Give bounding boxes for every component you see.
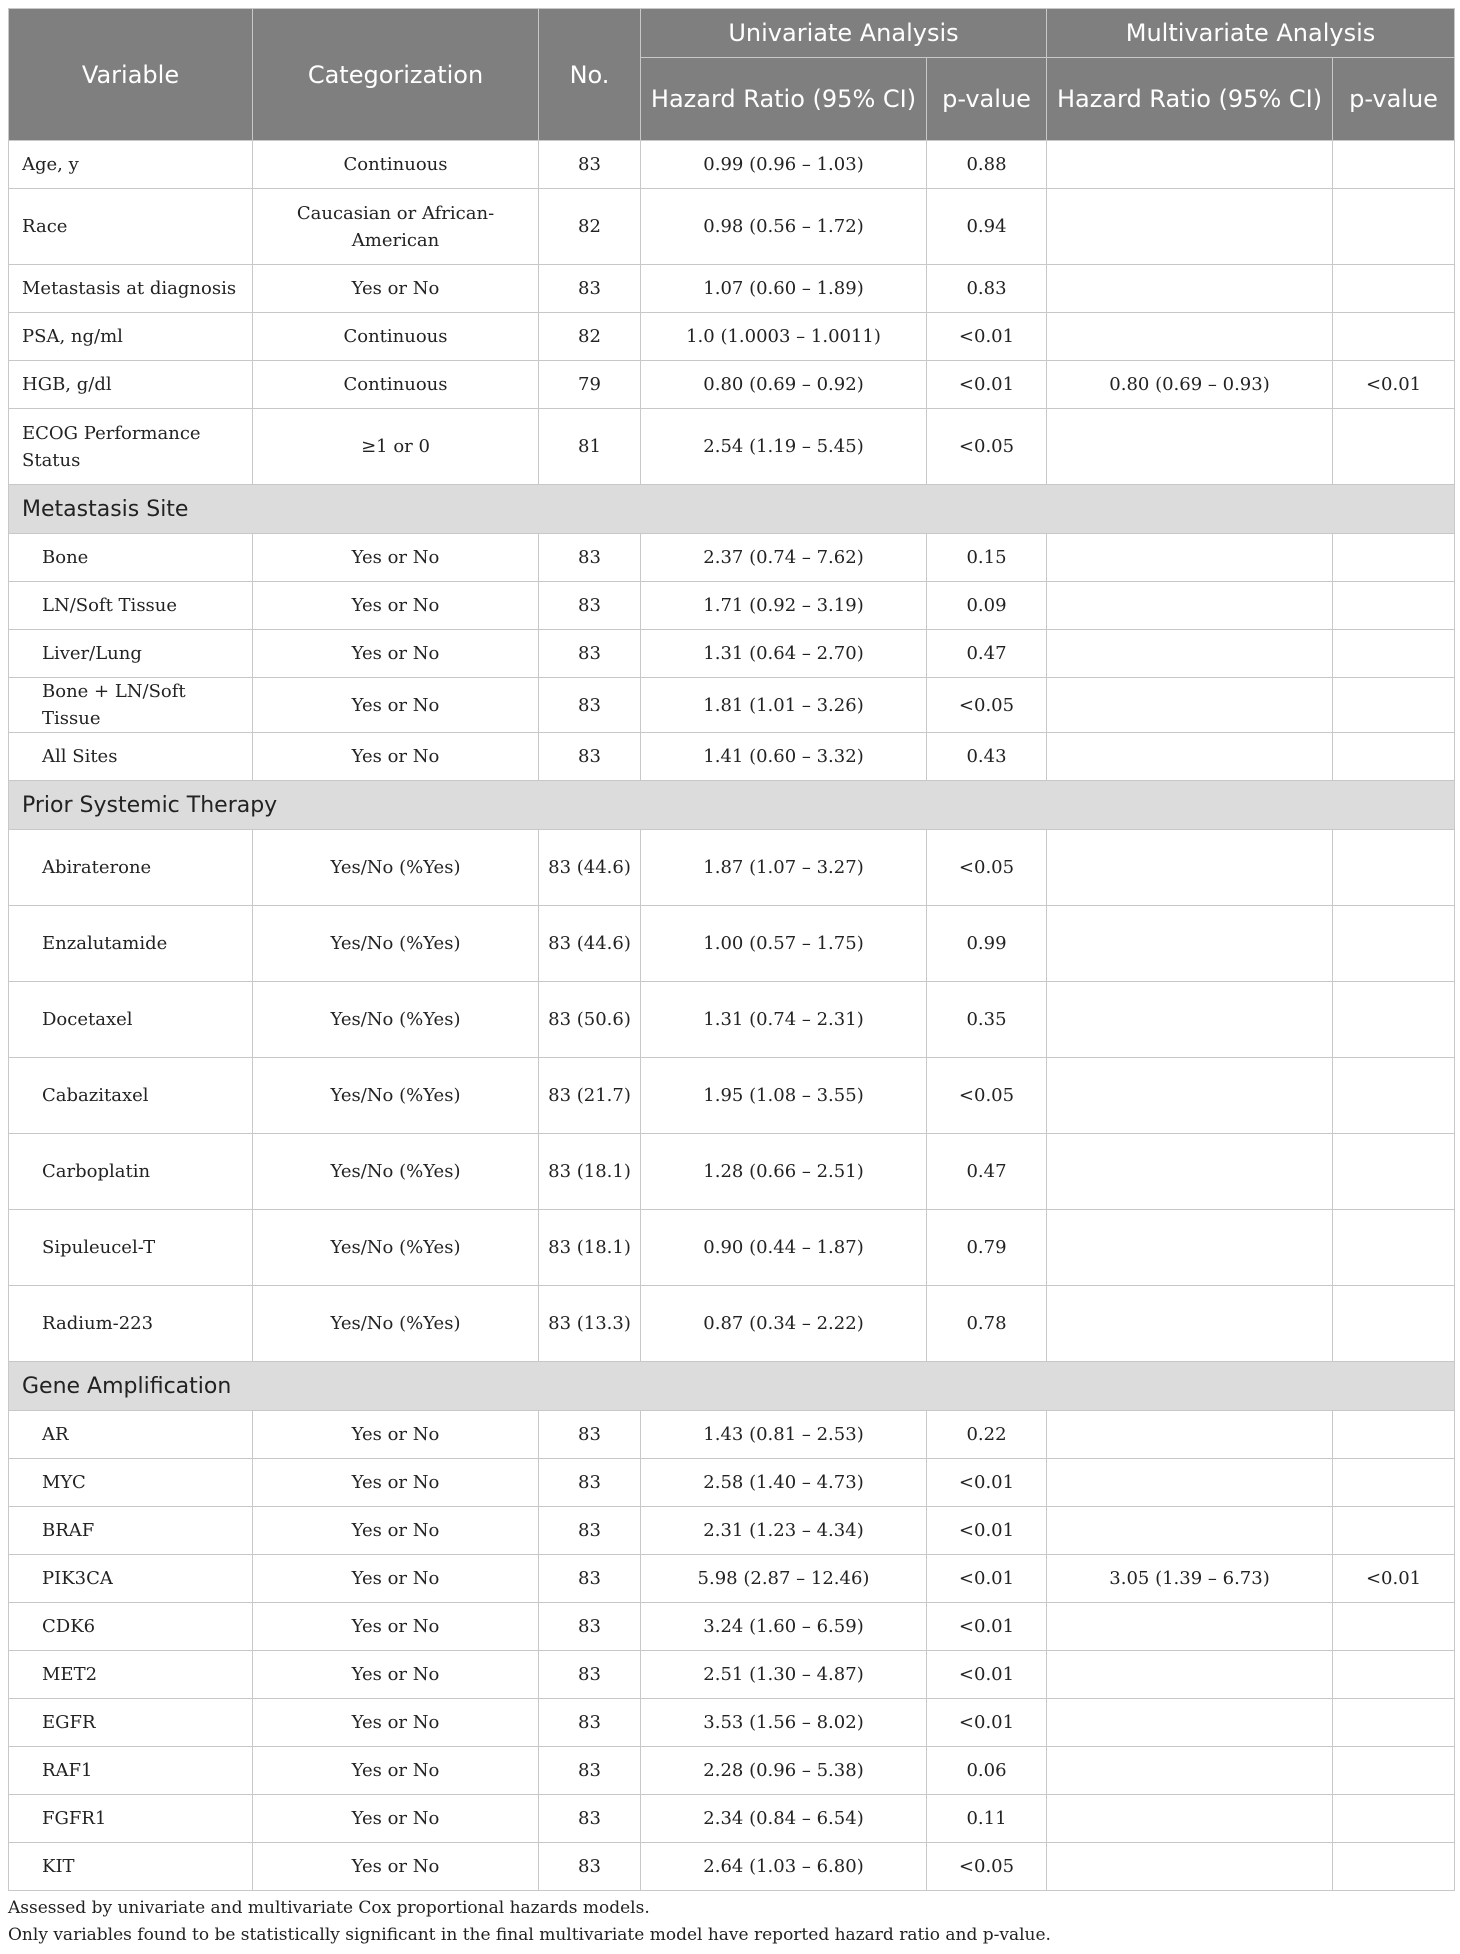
table-row: [9, 906, 1455, 982]
cell-univariate-p: <0.01: [927, 1507, 1047, 1555]
cell-multivariate-p: [1333, 1747, 1455, 1795]
cell-variable: Docetaxel: [9, 982, 253, 1058]
cell-no: 83: [539, 1795, 641, 1843]
section-label: Gene Amplification: [9, 1362, 1455, 1411]
cell-categorization: Yes or No: [253, 1459, 539, 1507]
cell-multivariate-p: [1333, 1286, 1455, 1362]
cell-multivariate-hr: [1047, 1747, 1333, 1795]
cell-univariate-p: 0.22: [927, 1411, 1047, 1459]
cell-variable: Abiraterone: [9, 830, 253, 906]
cell-multivariate-hr: [1047, 1843, 1333, 1891]
cell-univariate-p: <0.05: [927, 409, 1047, 485]
cell-multivariate-p: [1333, 1411, 1455, 1459]
cell-multivariate-p: [1333, 189, 1455, 265]
table-row: [9, 361, 1455, 409]
cell-multivariate-hr: [1047, 582, 1333, 630]
cell-variable: PSA, ng/ml: [9, 313, 253, 361]
section-label: Prior Systemic Therapy: [9, 781, 1455, 830]
cell-no: 83: [539, 630, 641, 678]
cell-categorization: Yes or No: [253, 1795, 539, 1843]
table-row: [9, 534, 1455, 582]
table-row: [9, 1507, 1455, 1555]
cell-categorization: Yes or No: [253, 582, 539, 630]
cell-multivariate-hr: [1047, 1795, 1333, 1843]
table-row: [9, 189, 1455, 265]
cell-categorization: Yes or No: [253, 678, 539, 733]
cell-multivariate-p: [1333, 265, 1455, 313]
cell-categorization: Yes or No: [253, 1699, 539, 1747]
table-row: [9, 1058, 1455, 1134]
cell-multivariate-p: [1333, 1507, 1455, 1555]
cell-multivariate-p: [1333, 141, 1455, 189]
cell-univariate-p: <0.05: [927, 830, 1047, 906]
cell-univariate-hr: 1.31 (0.64 – 2.70): [641, 630, 927, 678]
header-multivariate-hr: Hazard Ratio (95% CI): [1047, 58, 1333, 141]
cell-multivariate-p: [1333, 1459, 1455, 1507]
section-row: [9, 1362, 1455, 1411]
cell-univariate-hr: 3.53 (1.56 – 8.02): [641, 1699, 927, 1747]
cell-no: 83: [539, 1651, 641, 1699]
cell-multivariate-p: [1333, 982, 1455, 1058]
cell-univariate-hr: 1.71 (0.92 – 3.19): [641, 582, 927, 630]
table-row: [9, 141, 1455, 189]
cell-categorization: Yes or No: [253, 1747, 539, 1795]
cell-categorization: Yes or No: [253, 1651, 539, 1699]
header-univariate: Univariate Analysis: [641, 9, 1047, 58]
table-row: [9, 630, 1455, 678]
cell-variable: Carboplatin: [9, 1134, 253, 1210]
table-row: [9, 1603, 1455, 1651]
header-no: No.: [539, 9, 641, 141]
cell-multivariate-p: [1333, 906, 1455, 982]
cell-univariate-hr: 2.54 (1.19 – 5.45): [641, 409, 927, 485]
cell-no: 83: [539, 582, 641, 630]
header-multivariate: Multivariate Analysis: [1047, 9, 1455, 58]
cell-multivariate-p: [1333, 733, 1455, 781]
cell-no: 83: [539, 534, 641, 582]
cell-variable: KIT: [9, 1843, 253, 1891]
cell-categorization: Yes or No: [253, 1411, 539, 1459]
cell-variable: PIK3CA: [9, 1555, 253, 1603]
cell-no: 83: [539, 1459, 641, 1507]
cell-categorization: Continuous: [253, 141, 539, 189]
cell-categorization: Yes or No: [253, 1843, 539, 1891]
cell-univariate-hr: 1.00 (0.57 – 1.75): [641, 906, 927, 982]
cell-categorization: Yes or No: [253, 630, 539, 678]
cell-no: 83: [539, 1747, 641, 1795]
cell-univariate-hr: 1.81 (1.01 – 3.26): [641, 678, 927, 733]
table-row: [9, 265, 1455, 313]
cell-no: 83: [539, 1555, 641, 1603]
header-multivariate-p: p-value: [1333, 58, 1455, 141]
cell-univariate-hr: 0.99 (0.96 – 1.03): [641, 141, 927, 189]
cell-variable: Race: [9, 189, 253, 265]
cell-multivariate-hr: [1047, 534, 1333, 582]
header-univariate-p: p-value: [927, 58, 1047, 141]
cell-variable: Enzalutamide: [9, 906, 253, 982]
table-row: [9, 1747, 1455, 1795]
cell-multivariate-hr: [1047, 409, 1333, 485]
cell-categorization: Yes/No (%Yes): [253, 830, 539, 906]
table-row: [9, 830, 1455, 906]
table-row: [9, 1210, 1455, 1286]
cell-univariate-hr: 0.90 (0.44 – 1.87): [641, 1210, 927, 1286]
header-univariate-hr: Hazard Ratio (95% CI): [641, 58, 927, 141]
cell-multivariate-hr: [1047, 982, 1333, 1058]
cell-multivariate-p: [1333, 1843, 1455, 1891]
table-row: [9, 1651, 1455, 1699]
cell-multivariate-hr: [1047, 1699, 1333, 1747]
table-row: [9, 1459, 1455, 1507]
cell-variable: HGB, g/dl: [9, 361, 253, 409]
cell-variable: Bone + LN/Soft Tissue: [9, 678, 253, 733]
cell-univariate-p: <0.01: [927, 1699, 1047, 1747]
cell-multivariate-hr: [1047, 630, 1333, 678]
cell-univariate-p: 0.94: [927, 189, 1047, 265]
table-row: [9, 1134, 1455, 1210]
cell-univariate-p: 0.79: [927, 1210, 1047, 1286]
cell-univariate-hr: 1.95 (1.08 – 3.55): [641, 1058, 927, 1134]
cell-univariate-p: 0.11: [927, 1795, 1047, 1843]
cell-variable: Metastasis at diagnosis: [9, 265, 253, 313]
footnote: Assessed by univariate and multivariate Cox proportional hazards models.: [8, 1898, 650, 1918]
cell-variable: EGFR: [9, 1699, 253, 1747]
cell-multivariate-p: <0.01: [1333, 361, 1455, 409]
cell-variable: CDK6: [9, 1603, 253, 1651]
cell-multivariate-hr: [1047, 1134, 1333, 1210]
cell-variable: MYC: [9, 1459, 253, 1507]
section-label: Metastasis Site: [9, 485, 1455, 534]
cell-categorization: Continuous: [253, 361, 539, 409]
cell-multivariate-hr: 3.05 (1.39 – 6.73): [1047, 1555, 1333, 1603]
table-row: [9, 1795, 1455, 1843]
cell-multivariate-p: [1333, 1134, 1455, 1210]
section-row: [9, 781, 1455, 830]
cell-no: 83 (50.6): [539, 982, 641, 1058]
cell-no: 83: [539, 678, 641, 733]
cell-univariate-p: <0.01: [927, 313, 1047, 361]
table-row: [9, 1843, 1455, 1891]
cell-univariate-hr: 1.31 (0.74 – 2.31): [641, 982, 927, 1058]
cell-multivariate-hr: [1047, 1411, 1333, 1459]
cell-univariate-p: <0.01: [927, 1459, 1047, 1507]
cell-univariate-p: 0.09: [927, 582, 1047, 630]
cell-univariate-p: 0.15: [927, 534, 1047, 582]
cell-multivariate-p: [1333, 409, 1455, 485]
cell-univariate-p: <0.05: [927, 1058, 1047, 1134]
cell-variable: Liver/Lung: [9, 630, 253, 678]
cell-univariate-p: 0.47: [927, 630, 1047, 678]
cell-variable: RAF1: [9, 1747, 253, 1795]
cell-multivariate-hr: 0.80 (0.69 – 0.93): [1047, 361, 1333, 409]
cell-multivariate-hr: [1047, 313, 1333, 361]
table-row: [9, 1555, 1455, 1603]
table-row: [9, 1286, 1455, 1362]
cell-variable: Radium-223: [9, 1286, 253, 1362]
cell-categorization: ≥1 or 0: [253, 409, 539, 485]
footnotes: [8, 1895, 1454, 1949]
cell-categorization: Yes/No (%Yes): [253, 1286, 539, 1362]
cell-multivariate-p: [1333, 1603, 1455, 1651]
cell-multivariate-p: [1333, 313, 1455, 361]
cell-univariate-hr: 0.80 (0.69 – 0.92): [641, 361, 927, 409]
cell-univariate-hr: 0.98 (0.56 – 1.72): [641, 189, 927, 265]
cell-univariate-p: 0.06: [927, 1747, 1047, 1795]
table-body: [9, 141, 1455, 1891]
cell-univariate-hr: 1.07 (0.60 – 1.89): [641, 265, 927, 313]
cell-variable: FGFR1: [9, 1795, 253, 1843]
cell-categorization: Yes or No: [253, 1555, 539, 1603]
hazard-ratio-table: [8, 8, 1455, 1891]
cell-univariate-hr: 1.0 (1.0003 – 1.0011): [641, 313, 927, 361]
cell-univariate-hr: 1.41 (0.60 – 3.32): [641, 733, 927, 781]
cell-no: 83 (44.6): [539, 906, 641, 982]
cell-multivariate-hr: [1047, 1058, 1333, 1134]
cell-multivariate-hr: [1047, 678, 1333, 733]
cell-no: 83: [539, 1411, 641, 1459]
cell-variable: Cabazitaxel: [9, 1058, 253, 1134]
cell-multivariate-hr: [1047, 1459, 1333, 1507]
cell-no: 83: [539, 265, 641, 313]
section-row: [9, 485, 1455, 534]
cell-multivariate-hr: [1047, 1603, 1333, 1651]
cell-univariate-hr: 3.24 (1.60 – 6.59): [641, 1603, 927, 1651]
cell-univariate-p: 0.78: [927, 1286, 1047, 1362]
cell-multivariate-hr: [1047, 1651, 1333, 1699]
table-row: [9, 313, 1455, 361]
cell-categorization: Yes or No: [253, 1507, 539, 1555]
cell-univariate-p: <0.01: [927, 1651, 1047, 1699]
cell-univariate-hr: 2.51 (1.30 – 4.87): [641, 1651, 927, 1699]
cell-no: 83: [539, 1843, 641, 1891]
cell-univariate-hr: 2.58 (1.40 – 4.73): [641, 1459, 927, 1507]
cell-multivariate-hr: [1047, 141, 1333, 189]
cell-no: 83: [539, 1507, 641, 1555]
cell-univariate-hr: 0.87 (0.34 – 2.22): [641, 1286, 927, 1362]
cell-univariate-p: 0.43: [927, 733, 1047, 781]
cell-variable: AR: [9, 1411, 253, 1459]
cell-multivariate-p: <0.01: [1333, 1555, 1455, 1603]
cell-multivariate-p: [1333, 1699, 1455, 1747]
cell-no: 83: [539, 1603, 641, 1651]
cell-variable: BRAF: [9, 1507, 253, 1555]
cell-multivariate-p: [1333, 1795, 1455, 1843]
cell-categorization: Continuous: [253, 313, 539, 361]
cell-categorization: Yes/No (%Yes): [253, 1134, 539, 1210]
cell-univariate-hr: 2.34 (0.84 – 6.54): [641, 1795, 927, 1843]
cell-univariate-p: 0.99: [927, 906, 1047, 982]
cell-no: 83: [539, 141, 641, 189]
cell-multivariate-hr: [1047, 733, 1333, 781]
table-row: [9, 733, 1455, 781]
table-header: [9, 9, 1455, 141]
cell-univariate-hr: 2.28 (0.96 – 5.38): [641, 1747, 927, 1795]
cell-no: 83: [539, 733, 641, 781]
cell-univariate-p: 0.47: [927, 1134, 1047, 1210]
cell-categorization: Caucasian or African-American: [253, 189, 539, 265]
cell-univariate-hr: 2.37 (0.74 – 7.62): [641, 534, 927, 582]
header-variable: Variable: [9, 9, 253, 141]
cell-no: 81: [539, 409, 641, 485]
header-categorization: Categorization: [253, 9, 539, 141]
cell-categorization: Yes or No: [253, 265, 539, 313]
cell-no: 83 (44.6): [539, 830, 641, 906]
cell-variable: All Sites: [9, 733, 253, 781]
cell-multivariate-hr: [1047, 1286, 1333, 1362]
cell-univariate-p: <0.01: [927, 1603, 1047, 1651]
cell-univariate-p: 0.35: [927, 982, 1047, 1058]
cell-no: 83 (13.3): [539, 1286, 641, 1362]
cell-multivariate-p: [1333, 1058, 1455, 1134]
cell-multivariate-p: [1333, 582, 1455, 630]
cell-multivariate-hr: [1047, 1210, 1333, 1286]
cell-no: 83 (21.7): [539, 1058, 641, 1134]
table-row: [9, 1411, 1455, 1459]
cell-variable: Sipuleucel-T: [9, 1210, 253, 1286]
cell-univariate-hr: 5.98 (2.87 – 12.46): [641, 1555, 927, 1603]
cell-no: 83: [539, 1699, 641, 1747]
cell-multivariate-p: [1333, 1210, 1455, 1286]
cell-categorization: Yes/No (%Yes): [253, 982, 539, 1058]
cell-variable: MET2: [9, 1651, 253, 1699]
table-row: [9, 582, 1455, 630]
cell-univariate-p: <0.01: [927, 361, 1047, 409]
cell-categorization: Yes or No: [253, 1603, 539, 1651]
cell-variable: LN/Soft Tissue: [9, 582, 253, 630]
table-row: [9, 678, 1455, 733]
cell-no: 82: [539, 189, 641, 265]
cell-multivariate-p: [1333, 830, 1455, 906]
cell-categorization: Yes/No (%Yes): [253, 906, 539, 982]
cell-variable: Age, y: [9, 141, 253, 189]
cell-multivariate-hr: [1047, 906, 1333, 982]
cell-multivariate-hr: [1047, 1507, 1333, 1555]
cell-univariate-p: 0.88: [927, 141, 1047, 189]
table-row: [9, 982, 1455, 1058]
cell-categorization: Yes/No (%Yes): [253, 1210, 539, 1286]
cell-no: 83 (18.1): [539, 1210, 641, 1286]
cell-univariate-hr: 2.31 (1.23 – 4.34): [641, 1507, 927, 1555]
cell-univariate-p: <0.05: [927, 1843, 1047, 1891]
cell-multivariate-p: [1333, 534, 1455, 582]
cell-multivariate-p: [1333, 630, 1455, 678]
cell-univariate-hr: 1.43 (0.81 – 2.53): [641, 1411, 927, 1459]
cell-multivariate-p: [1333, 1651, 1455, 1699]
cell-no: 82: [539, 313, 641, 361]
cell-categorization: Yes/No (%Yes): [253, 1058, 539, 1134]
cell-no: 83 (18.1): [539, 1134, 641, 1210]
cell-univariate-p: 0.83: [927, 265, 1047, 313]
footnote: Only variables found to be statistically significant in the final multivariate model have reported hazard ratio and p-value.: [8, 1925, 1051, 1945]
table-row: [9, 1699, 1455, 1747]
cell-categorization: Yes or No: [253, 733, 539, 781]
cell-multivariate-hr: [1047, 830, 1333, 906]
cell-multivariate-hr: [1047, 265, 1333, 313]
table-row: [9, 409, 1455, 485]
cell-variable: Bone: [9, 534, 253, 582]
cell-no: 79: [539, 361, 641, 409]
cell-multivariate-p: [1333, 678, 1455, 733]
cell-univariate-hr: 1.28 (0.66 – 2.51): [641, 1134, 927, 1210]
cell-variable: ECOG Performance Status: [9, 409, 253, 485]
table-container: [8, 8, 1454, 1949]
cell-univariate-p: <0.05: [927, 678, 1047, 733]
cell-univariate-p: <0.01: [927, 1555, 1047, 1603]
cell-multivariate-hr: [1047, 189, 1333, 265]
cell-univariate-hr: 2.64 (1.03 – 6.80): [641, 1843, 927, 1891]
cell-univariate-hr: 1.87 (1.07 – 3.27): [641, 830, 927, 906]
cell-categorization: Yes or No: [253, 534, 539, 582]
